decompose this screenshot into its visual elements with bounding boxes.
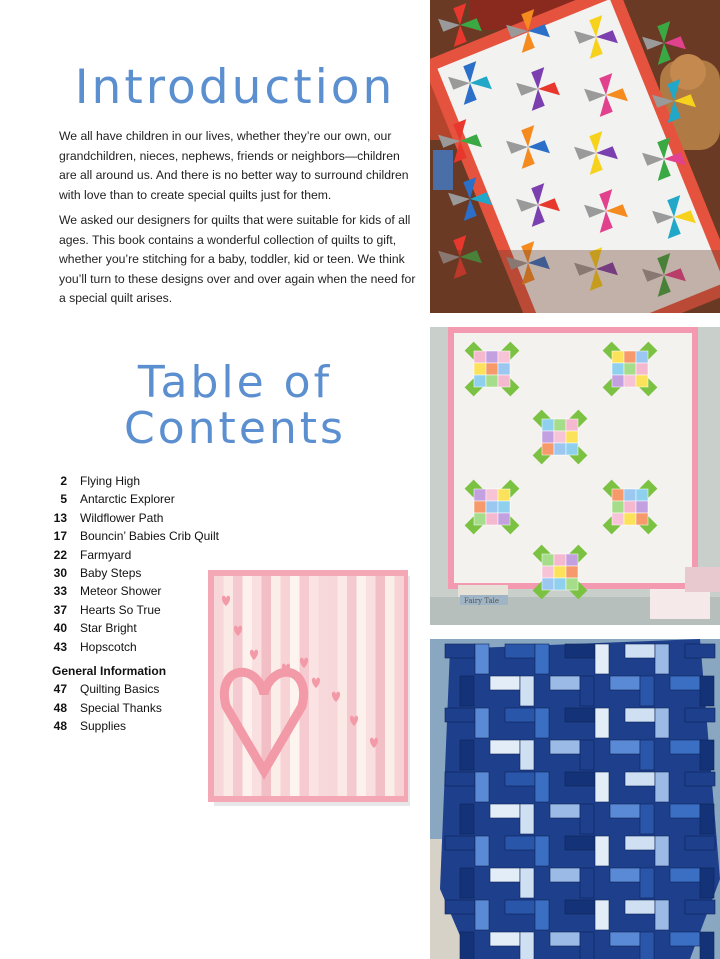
- toc-entry: [50, 527, 250, 545]
- quilt-patch: [520, 676, 534, 706]
- quilt-patch: [595, 772, 609, 802]
- toc-heading-line-2: Contents: [124, 403, 346, 454]
- toc-page-number: 47: [53, 682, 67, 697]
- quilt-patch: [550, 932, 580, 946]
- quilt-patch: [610, 676, 640, 690]
- intro-paragraph-1: We all have children in our lives, whether they’re our own, our grandchildren, nieces, nephews, friends or neighbors—children are all around us. And there is no better way to surround children with love than to create special quilts just for them.: [59, 129, 409, 202]
- quilt-patch: [640, 932, 654, 959]
- quilt-patch: [580, 932, 594, 959]
- quilt-patch: [640, 804, 654, 834]
- quilt-patch: [475, 900, 489, 930]
- heart-strips: [214, 576, 404, 796]
- quilt-patch: [655, 644, 669, 674]
- quilt-patch: [655, 772, 669, 802]
- toc-entry-title: Baby Steps: [80, 565, 142, 580]
- book-label: Fairy Tale: [464, 597, 499, 605]
- quilt-patch: [445, 836, 475, 850]
- toc-entry-title: Supplies: [80, 719, 127, 734]
- toc-entry-title: Hearts So True: [80, 602, 161, 617]
- quilt-patch: [685, 772, 715, 786]
- quilt-patch: [475, 836, 489, 866]
- quilt-patch: [595, 900, 609, 930]
- quilt-patch: [565, 900, 595, 914]
- quilt-patch: [580, 676, 594, 706]
- quilt-patch: [580, 740, 594, 770]
- toc-page-number: 40: [53, 621, 67, 636]
- quilt-patch: [700, 804, 714, 834]
- quilt-patch: [625, 836, 655, 850]
- quilt-patch: [475, 708, 489, 738]
- quilt-patch: [595, 836, 609, 866]
- quilt-patch: [460, 932, 474, 959]
- toc-heading-line-1: Table of: [137, 357, 333, 408]
- quilt-patch: [535, 708, 549, 738]
- quilt-patch: [520, 868, 534, 898]
- quilt-patch: [595, 708, 609, 738]
- quilt-patch: [610, 932, 640, 946]
- quilt-patch: [670, 868, 700, 882]
- quilt-patch: [610, 740, 640, 754]
- toc-entry-title: Bouncin’ Babies Crib Quilt: [80, 529, 219, 544]
- quilt-patch: [505, 900, 535, 914]
- toc-page-number: 33: [53, 584, 67, 599]
- toc-entry-title: Quilting Basics: [80, 682, 160, 697]
- quilt-patch: [460, 740, 474, 770]
- toc-entry-title: Farmyard: [80, 547, 132, 562]
- quilt-patch: [580, 868, 594, 898]
- quilt-patch: [565, 836, 595, 850]
- quilt-patch: [625, 900, 655, 914]
- quilt-patch: [505, 772, 535, 786]
- toc-page-number: 48: [53, 719, 67, 734]
- pinwheel-quilt-photo: [430, 0, 720, 313]
- quilt-patch: [640, 868, 654, 898]
- quilt-patch: [445, 644, 475, 658]
- intro-paragraph-2: We asked our designers for quilts that were suitable for kids of all ages. This book contains a wonderful collection of quilts to gift, whether you’re stitching for a baby, toddler, kid or teen. We think you’ll turn to these designs over and over again when the need for a special quilt arises.: [59, 213, 416, 305]
- quilt-patch: [625, 772, 655, 786]
- wall-quilt-photo: [430, 327, 720, 625]
- quilt-patch: [610, 868, 640, 882]
- quilt-patch: [685, 836, 715, 850]
- quilt-patch: [520, 932, 534, 959]
- quilt-patch: [610, 804, 640, 818]
- quilt-patch: [550, 740, 580, 754]
- quilt-patch: [670, 740, 700, 754]
- quilt-patch: [505, 836, 535, 850]
- quilt-patch: [655, 708, 669, 738]
- quilt-patch: [700, 868, 714, 898]
- quilt-patch: [640, 740, 654, 770]
- toc-heading: [90, 357, 380, 454]
- toc-entry: [50, 509, 250, 527]
- introduction-heading: Introduction: [74, 60, 396, 115]
- quilt-patch: [625, 708, 655, 722]
- quilt-patch: [535, 900, 549, 930]
- toc-entry-title: Flying High: [80, 474, 141, 488]
- quilt-patch: [670, 804, 700, 818]
- quilt-patch: [580, 804, 594, 834]
- quilt-patch: [490, 740, 520, 754]
- toc-section-heading: General Information: [52, 663, 167, 678]
- quilt-patch: [670, 676, 700, 690]
- quilt-patch: [490, 676, 520, 690]
- quilt-patch: [550, 676, 580, 690]
- toc-page-number: 17: [53, 529, 67, 544]
- toc-page-number: 2: [60, 474, 67, 488]
- quilt-patch: [445, 900, 475, 914]
- quilt-patch: [490, 868, 520, 882]
- quilt-patch: [505, 708, 535, 722]
- quilt-patch: [655, 900, 669, 930]
- quilt-patch: [505, 644, 535, 658]
- quilt-patch: [475, 644, 489, 674]
- quilt-patch: [490, 932, 520, 946]
- toc-entry-title: Antarctic Explorer: [80, 492, 175, 507]
- quilt-patch: [490, 804, 520, 818]
- toc-entry-title: Hopscotch: [80, 639, 137, 654]
- toc-entry: [50, 472, 250, 490]
- quilt-patch: [460, 868, 474, 898]
- toc-page-number: 22: [53, 547, 67, 562]
- toc-entry-title: Meteor Shower: [80, 584, 162, 599]
- quilt-patch: [520, 740, 534, 770]
- toc-page-number: 37: [53, 602, 67, 617]
- quilt-patch: [700, 932, 714, 959]
- quilt-patch: [460, 676, 474, 706]
- quilt-patch: [685, 900, 715, 914]
- toc-page-number: 30: [53, 565, 67, 580]
- quilt-patch: [700, 676, 714, 706]
- quilt-patch: [700, 740, 714, 770]
- quilt-patch: [625, 644, 655, 658]
- quilt-patch: [535, 772, 549, 802]
- quilt-patch: [445, 772, 475, 786]
- quilt-patch: [460, 804, 474, 834]
- quilt-patch: [640, 676, 654, 706]
- quilt-patch: [445, 708, 475, 722]
- hearts-quilt-photo: [186, 566, 414, 810]
- quilt-patch: [550, 804, 580, 818]
- blue-quilt-photo: [430, 639, 720, 959]
- quilt-patch: [550, 868, 580, 882]
- quilt-patch: [565, 644, 595, 658]
- toc-page-number: 43: [53, 639, 67, 654]
- toc-entry: [50, 546, 250, 564]
- quilt-patch: [685, 708, 715, 722]
- quilt-patch: [685, 644, 715, 658]
- quilt-patch: [565, 708, 595, 722]
- toc-entry-title: Wildflower Path: [80, 510, 164, 525]
- quilt-patch: [535, 644, 549, 674]
- quilt-patch: [595, 644, 609, 674]
- toc-entry-title: Star Bright: [80, 621, 137, 636]
- toc-entry: [50, 490, 250, 508]
- quilt-patch: [475, 772, 489, 802]
- quilt-patch: [535, 836, 549, 866]
- quilt-patch: [670, 932, 700, 946]
- toc-page-number: 13: [53, 510, 67, 525]
- quilt-patch: [520, 804, 534, 834]
- toc-page-number: 48: [53, 700, 67, 715]
- toc-entry-title: Special Thanks: [80, 700, 162, 715]
- toc-page-number: 5: [60, 492, 67, 507]
- quilt-patch: [655, 836, 669, 866]
- quilt-patch: [565, 772, 595, 786]
